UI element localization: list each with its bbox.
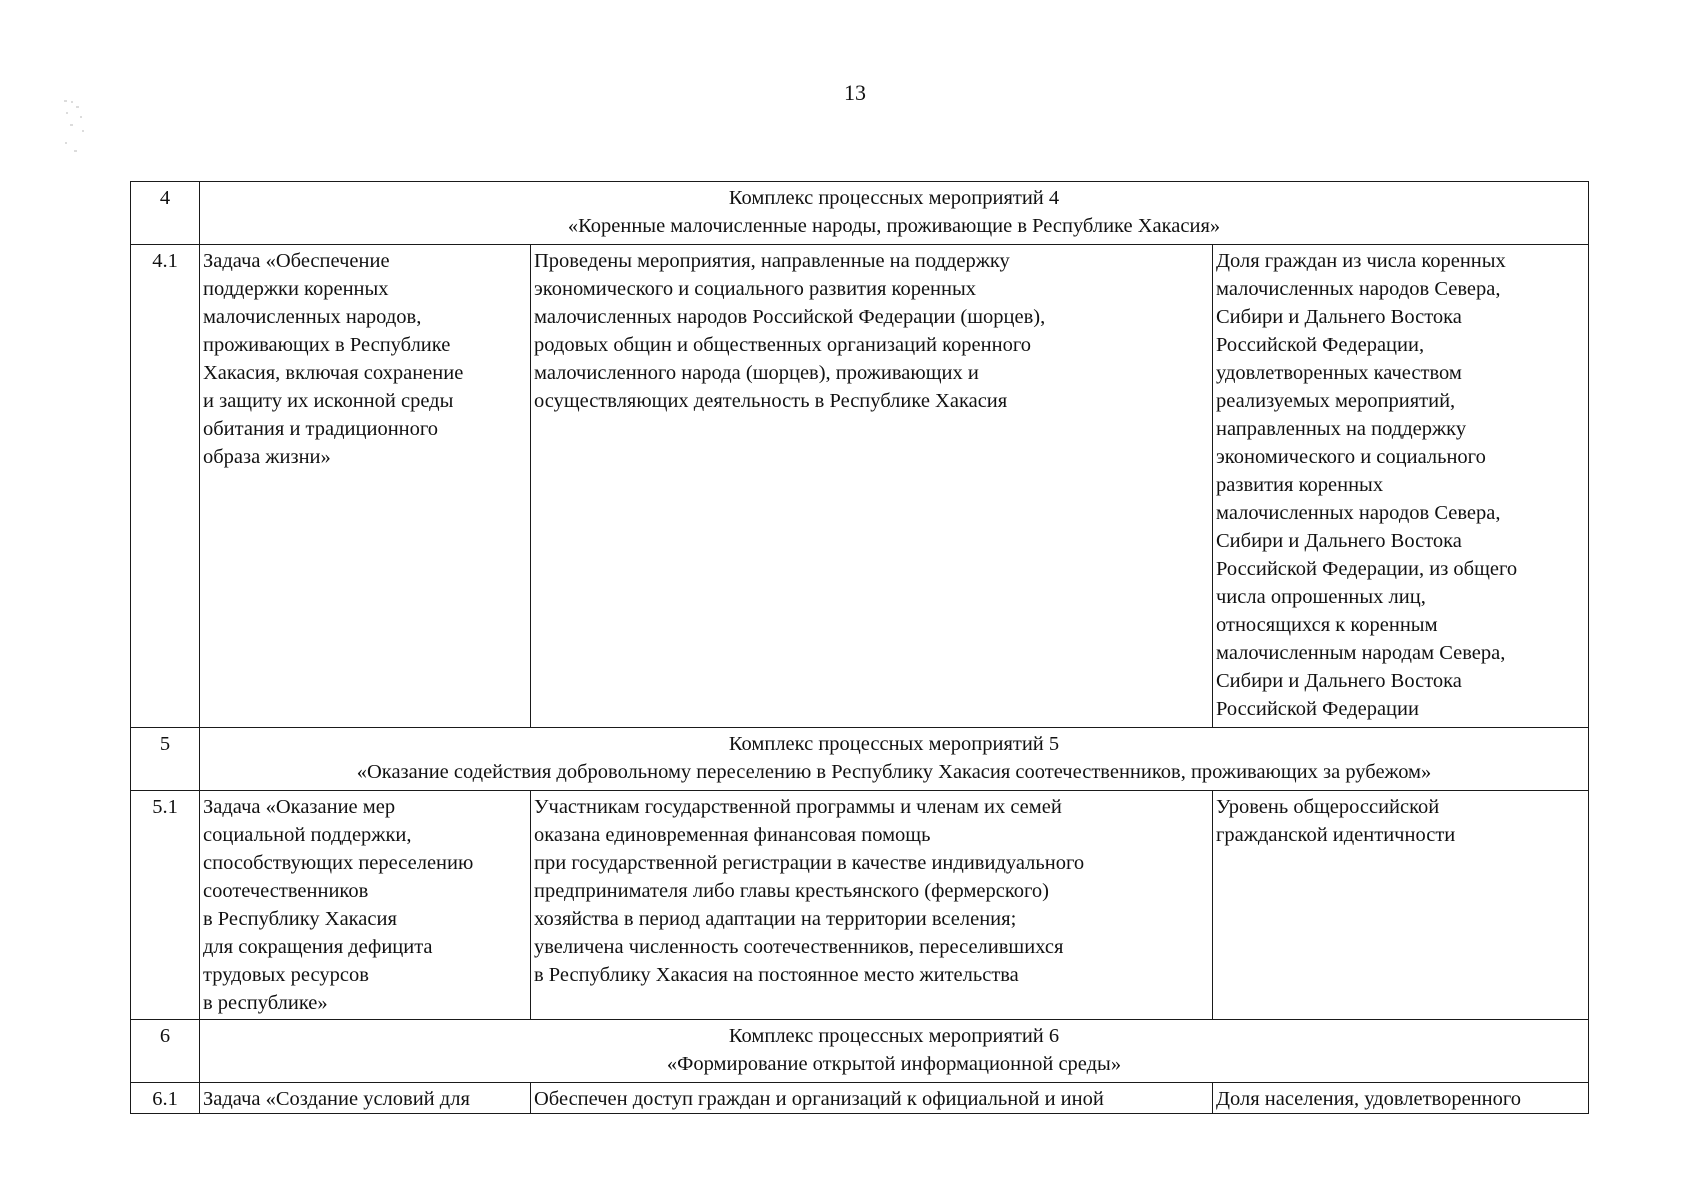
section-title-line2: «Оказание содействия добровольному переселению в Республику Хакасия соотечественников, проживающих за рубежом» [356, 761, 1432, 783]
section-row-6 [131, 1020, 1589, 1083]
task-cell: Задача «Оказание мер социальной поддержки, способствующих переселению соотечественников в Республику Хакасия для сокращения дефицита трудовых ресурсов в республике» [200, 791, 531, 1020]
result-cell: Участникам государственной программы и членам их семей оказана единовременная финансовая помощь при государственной регистрации в качестве индивидуального предпринимателя либо главы крестьянского (фермерского) хозяйства в период адаптации на территории вселения; увеличена численность соотечественников, переселившихся в Республику Хакасия на постоянное место жительства [531, 791, 1213, 1020]
section-title [200, 1020, 1589, 1083]
section-title [200, 182, 1589, 245]
task-cell: Задача «Создание условий для [200, 1083, 531, 1114]
section-number: 5 [131, 728, 200, 791]
row-number: 6.1 [131, 1083, 200, 1114]
section-title-line2: «Формирование открытой информационной среды» [666, 1053, 1122, 1075]
section-title-line1: Комплекс процессных мероприятий 4 [728, 187, 1060, 209]
indicator-cell: Уровень общероссийской гражданской идентичности [1213, 791, 1589, 1020]
indicator-cell: Доля населения, удовлетворенного [1213, 1083, 1589, 1114]
section-number: 4 [131, 182, 200, 245]
measures-table [130, 181, 1589, 1114]
table-row [131, 245, 1589, 728]
table-row [131, 791, 1589, 1020]
row-number: 4.1 [131, 245, 200, 728]
task-cell: Задача «Обеспечение поддержки коренных малочисленных народов, проживающих в Республике Хакасия, включая сохранение и защиту их исконной среды обитания и традиционного образа жизни» [200, 245, 531, 728]
section-title-line2: «Коренные малочисленные народы, проживающие в Республике Хакасия» [567, 215, 1221, 237]
result-cell: Обеспечен доступ граждан и организаций к официальной и иной [531, 1083, 1213, 1114]
section-title-line1: Комплекс процессных мероприятий 5 [728, 733, 1060, 755]
section-title-line1: Комплекс процессных мероприятий 6 [728, 1025, 1060, 1047]
section-number: 6 [131, 1020, 200, 1083]
result-cell: Проведены мероприятия, направленные на поддержку экономического и социального развития коренных малочисленных народов Российской Федерации (шорцев), родовых общин и общественных организаций коренного малочисленного народа (шорцев), проживающих и осуществляющих деятельность в Республике Хакасия [531, 245, 1213, 728]
scan-artifact [62, 98, 102, 158]
table-row [131, 1083, 1589, 1114]
indicator-cell: Доля граждан из числа коренных малочисленных народов Севера, Сибири и Дальнего Востока Российской Федерации, удовлетворенных качеством реализуемых мероприятий, направленных на поддержку экономического и социального развития коренных малочисленных народов Севера, Сибири и Дальнего Востока Российской Федерации, из общего числа опрошенных лиц, относящихся к коренным малочисленным народам Севера, Сибири и Дальнего Востока Российской Федерации [1213, 245, 1589, 728]
section-row-5 [131, 728, 1589, 791]
page-number: 13 [844, 80, 866, 105]
row-number: 5.1 [131, 791, 200, 1020]
section-title [200, 728, 1589, 791]
section-row-4 [131, 182, 1589, 245]
